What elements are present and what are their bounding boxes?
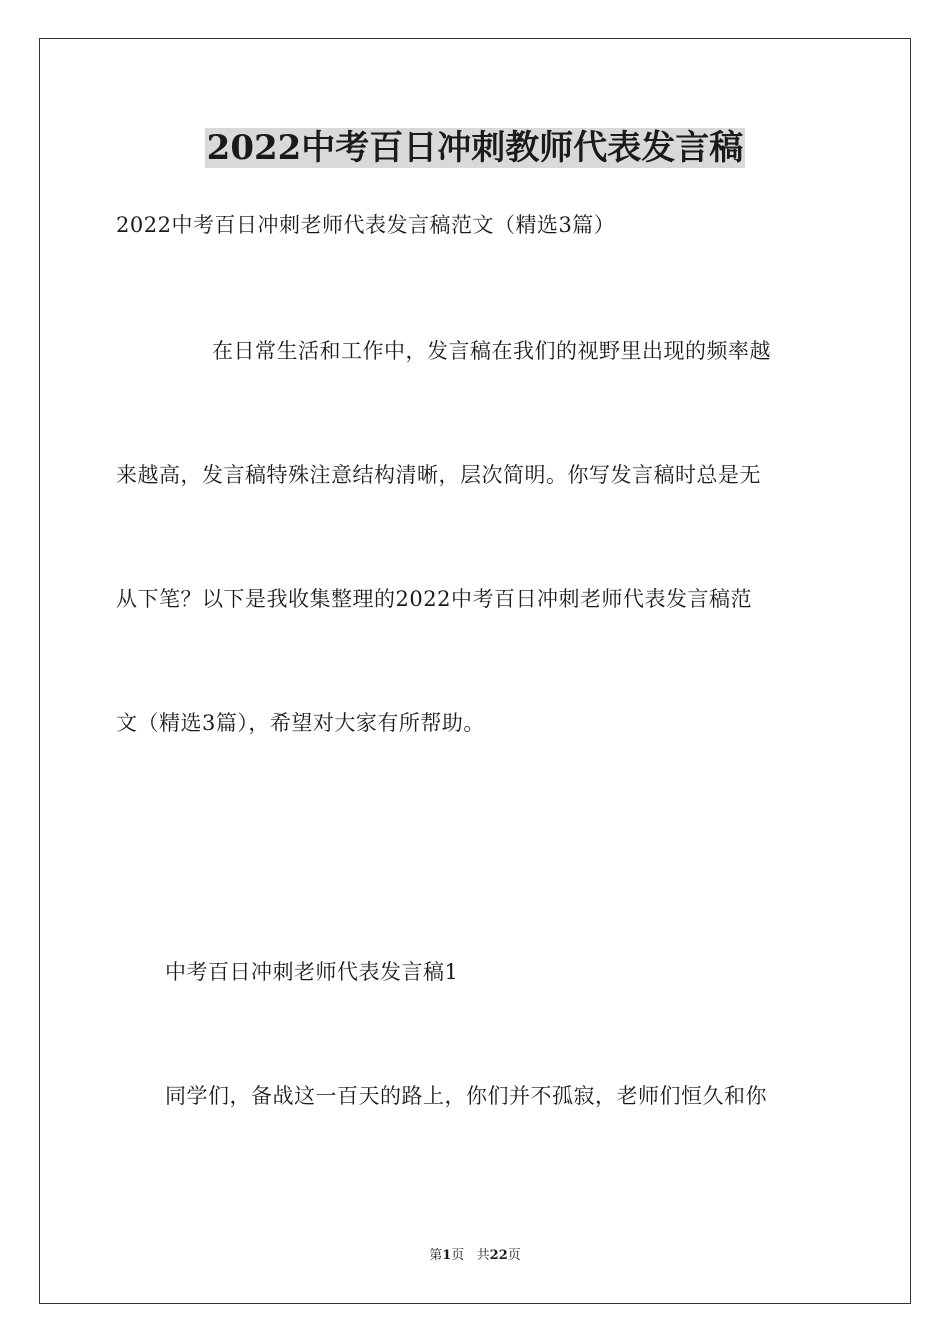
- body-line-1: 同学们，备战这一百天的路上，你们并不孤寂，老师们恒久和你: [165, 1084, 767, 1108]
- footer-page-number: 1: [442, 1248, 452, 1263]
- footer-suffix: 页: [507, 1248, 521, 1263]
- document-title-text: 2022中考百日冲刺教师代表发言稿: [206, 128, 744, 168]
- section-heading: 中考百日冲刺老师代表发言稿1: [165, 960, 459, 984]
- document-title: [0, 126, 950, 170]
- document-subtitle: 2022中考百日冲刺老师代表发言稿范文（精选3篇）: [116, 213, 616, 237]
- page-footer: [0, 1247, 950, 1265]
- intro-line-2: 来越高，发言稿特殊注意结构清晰，层次简明。你写发言稿时总是无: [116, 463, 761, 487]
- footer-page-total: 22: [489, 1248, 508, 1263]
- footer-prefix: 第: [429, 1248, 443, 1263]
- intro-line-3: 从下笔？以下是我收集整理的2022中考百日冲刺老师代表发言稿范: [116, 587, 752, 611]
- footer-mid: 页 共: [451, 1248, 490, 1263]
- intro-line-4: 文（精选3篇），希望对大家有所帮助。: [116, 711, 485, 735]
- intro-line-1: 在日常生活和工作中，发言稿在我们的视野里出现的频率越: [212, 339, 771, 363]
